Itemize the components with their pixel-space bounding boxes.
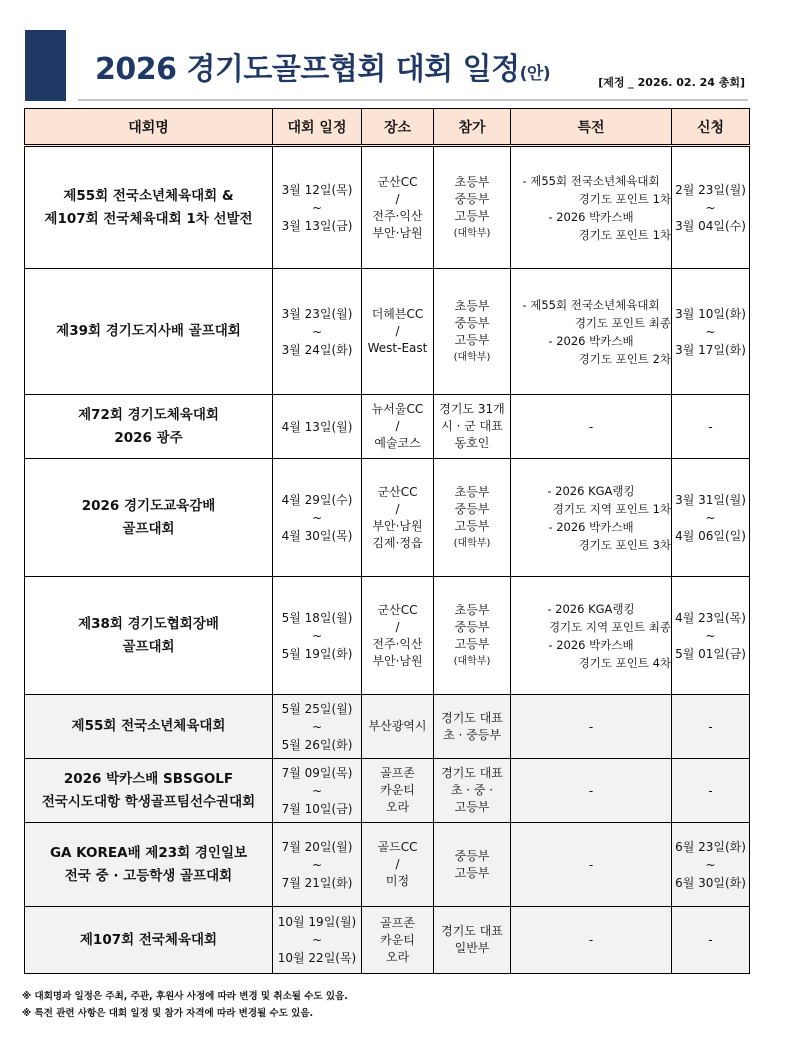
participation-cell: [434, 907, 511, 974]
venue-cell: [362, 459, 434, 577]
table-row: [25, 695, 750, 759]
venue-cell-line: 미정: [385, 874, 410, 888]
venue-cell-line: 골드CC: [377, 840, 418, 854]
venue-cell: [362, 269, 434, 395]
venue-cell: [362, 695, 434, 759]
event-date-cell-line: 7월 20일(월): [281, 839, 353, 854]
event-date-cell-line: 7월 21일(화): [281, 875, 353, 890]
event-date-cell-line: 5월 18일(월): [281, 610, 353, 625]
venue-cell: [362, 907, 434, 974]
event-name-cell: [25, 695, 273, 759]
venue-cell: [362, 146, 434, 269]
application-period-cell-line: 3월 10일(화): [675, 306, 746, 321]
header-cell-venue: 장소: [362, 109, 434, 146]
participation-cell-line: (대학부): [453, 351, 491, 363]
venue-cell-line: 부안·남원: [372, 653, 423, 668]
benefits-line: 경기도 포인트 1차: [578, 191, 671, 206]
benefits-line: - 2026 박카스배: [548, 519, 634, 534]
benefits-line: 경기도 지역 포인트 최종: [548, 619, 671, 634]
benefits-line: 경기도 포인트 1차: [578, 227, 671, 242]
venue-cell-line: 뉴서울CC: [371, 402, 424, 416]
enactment-note: [제정 _ 2026. 02. 24 총회]: [598, 76, 745, 89]
participation-cell: [434, 695, 511, 759]
event-name-cell-line: 제72회 경기도체육대회: [78, 406, 219, 423]
header-cell-name: 대회명: [25, 109, 273, 146]
benefits-line: - 제55회 전국소년체육대회: [522, 297, 660, 312]
participation-cell-line: 고등부: [454, 332, 490, 347]
venue-cell-line: 더헤븐CC: [371, 307, 424, 321]
venue-cell-line: 카운티: [380, 783, 415, 797]
participation-cell-line: 경기도 대표: [441, 924, 503, 938]
application-period-cell-line: -: [708, 719, 713, 734]
venue-cell-line: West-East: [367, 341, 428, 355]
header-cell-date: 대회 일정: [273, 109, 362, 146]
event-name-cell-line: GA KOREA배 제23회 경인일보: [49, 844, 248, 861]
venue-cell-line: 골프존: [380, 766, 415, 780]
table-row: [25, 759, 750, 823]
event-date-cell: [273, 269, 362, 395]
header-row: [25, 109, 750, 146]
event-date-cell-line: ~: [311, 719, 323, 734]
event-date-cell-line: ~: [311, 783, 323, 798]
application-period-cell-line: 3월 31일(월): [675, 492, 746, 507]
footnote: ※ 대회명과 일정은 주최, 주관, 후원사 사정에 따라 변경 및 취소될 수도 있음.: [22, 991, 348, 1002]
venue-cell-line: /: [395, 191, 400, 206]
event-name-cell: [25, 146, 273, 269]
event-date-cell-line: ~: [311, 933, 323, 947]
participation-cell-line: 고등부: [454, 208, 490, 223]
application-period-cell-line: 4월 23일(목): [675, 610, 746, 625]
event-name-cell-line: 2026 박카스배 SBSGOLF: [63, 770, 234, 787]
event-date-cell-line: 3월 12일(목): [281, 182, 353, 197]
event-date-cell-line: 7월 10일(금): [281, 801, 353, 816]
participation-cell-line: 경기도 31개: [439, 402, 505, 416]
event-date-cell-line: 5월 19일(화): [281, 646, 353, 661]
event-name-cell-line: 제39회 경기도지사배 골프대회: [56, 323, 241, 339]
participation-cell-line: 중등부: [454, 848, 490, 863]
title-main: 경기도골프협회 대회 일정: [176, 52, 520, 87]
event-date-cell-line: ~: [311, 857, 323, 872]
event-name-cell-line: 전국 중 · 고등학생 골프대회: [64, 867, 233, 884]
participation-cell-line: 고등부: [454, 800, 490, 814]
participation-cell-line: 시 · 군 대표: [441, 419, 503, 433]
title-accent-bar: [25, 30, 66, 101]
event-name-cell: [25, 577, 273, 695]
application-period-cell-line: ~: [705, 200, 716, 215]
event-date-cell: [273, 459, 362, 577]
event-name-cell-line: 제107회 전국체육대회 1차 선발전: [44, 210, 253, 227]
benefits-line: - 2026 KGA랭킹: [547, 601, 635, 616]
page-title: [95, 44, 550, 88]
application-period-cell-line: -: [708, 419, 713, 434]
benefits-line: 경기도 지역 포인트 1차: [552, 501, 671, 516]
benefits-dash: -: [588, 857, 594, 872]
application-period-cell: [672, 146, 750, 269]
participation-cell-line: (대학부): [453, 655, 491, 667]
event-date-cell-line: 4월 29일(수): [281, 492, 353, 507]
table-row: [25, 395, 750, 459]
title-suffix: (안): [519, 64, 551, 84]
table-row: [25, 269, 750, 395]
benefits-line: - 2026 박카스배: [548, 333, 634, 348]
benefits-line: 경기도 포인트 4차: [578, 655, 671, 670]
application-period-cell: [672, 459, 750, 577]
event-date-cell: [273, 695, 362, 759]
benefits-cell: [511, 459, 672, 577]
benefits-line: - 제55회 전국소년체육대회: [522, 173, 660, 188]
application-period-cell: [672, 577, 750, 695]
venue-cell-line: /: [395, 419, 400, 433]
benefits-line: - 2026 박카스배: [548, 209, 634, 224]
venue-cell-line: /: [395, 619, 400, 634]
title-year: 2026: [95, 52, 177, 87]
table-row: [25, 907, 750, 974]
participation-cell-line: 초등부: [454, 602, 490, 617]
venue-cell-line: /: [395, 324, 400, 338]
participation-cell-line: 고등부: [454, 518, 490, 533]
participation-cell-line: 고등부: [454, 636, 490, 651]
footnotes: [22, 988, 348, 1022]
participation-cell-line: 동호인: [454, 436, 490, 450]
benefits-dash: -: [588, 419, 594, 434]
event-date-cell-line: 4월 13일(월): [281, 419, 353, 434]
participation-cell: [434, 146, 511, 269]
application-period-cell: [672, 395, 750, 459]
event-date-cell: [273, 577, 362, 695]
event-name-cell-line: 제55회 전국소년체육대회: [71, 718, 226, 734]
venue-cell: [362, 577, 434, 695]
venue-cell-line: /: [395, 501, 400, 516]
table-row: [25, 459, 750, 577]
event-name-cell-line: 제107회 전국체육대회: [79, 931, 218, 948]
event-name-cell-line: 제55회 전국소년체육대회 &: [63, 187, 234, 204]
event-date-cell-line: 5월 26일(화): [281, 737, 353, 752]
participation-cell-line: 경기도 대표: [441, 710, 503, 725]
event-name-cell: [25, 269, 273, 395]
benefits-cell: [511, 695, 672, 759]
venue-cell-line: /: [395, 857, 400, 871]
footnote: ※ 특전 관련 사항은 대회 일정 및 참가 자격에 따라 변경될 수도 있음.: [22, 1008, 314, 1019]
event-date-cell-line: 4월 30일(목): [281, 528, 353, 543]
event-name-cell: [25, 459, 273, 577]
header-cell-benefits: 특전: [511, 109, 672, 146]
benefits-dash: -: [588, 783, 594, 798]
venue-cell-line: 군산CC: [377, 602, 418, 617]
application-period-cell-line: 4월 06일(일): [675, 528, 746, 543]
venue-cell-line: 군산CC: [377, 174, 418, 189]
application-period-cell-line: -: [708, 933, 713, 947]
table-row: [25, 146, 750, 269]
participation-cell-line: (대학부): [453, 537, 491, 549]
event-date-cell: [273, 823, 362, 907]
application-period-cell-line: ~: [705, 857, 716, 872]
event-name-cell: [25, 759, 273, 823]
venue-cell-line: 부안·남원: [372, 518, 423, 533]
venue-cell-line: 김제·정읍: [372, 535, 423, 550]
venue-cell-line: 전주·익산: [372, 636, 423, 651]
event-date-cell-line: ~: [311, 628, 323, 643]
benefits-cell: [511, 823, 672, 907]
event-name-cell-line: 제38회 경기도협회장배: [78, 615, 219, 632]
event-date-cell-line: ~: [311, 324, 323, 339]
participation-cell-line: 중등부: [454, 501, 490, 516]
application-period-cell-line: ~: [705, 324, 716, 339]
application-period-cell-line: ~: [705, 628, 716, 643]
venue-cell: [362, 395, 434, 459]
venue-cell-line: 카운티: [380, 932, 415, 947]
venue-cell-line: 부안·남원: [372, 225, 423, 240]
event-date-cell-line: 10월 22일(목): [277, 951, 357, 965]
participation-cell-line: 중등부: [454, 191, 490, 206]
application-period-cell-line: 3월 17일(화): [675, 342, 746, 357]
application-period-cell: [672, 759, 750, 823]
benefits-line: - 2026 KGA랭킹: [547, 483, 635, 498]
event-date-cell-line: 7월 09일(목): [281, 765, 353, 780]
participation-cell: [434, 459, 511, 577]
benefits-line: 경기도 포인트 2차: [578, 351, 671, 366]
schedule-table: [24, 108, 750, 974]
header-cell-application: 신청: [672, 109, 750, 146]
benefits-line: 경기도 포인트 3차: [578, 537, 671, 552]
participation-cell-line: 중등부: [454, 315, 490, 330]
benefits-dash: -: [588, 933, 594, 947]
event-date-cell-line: 3월 13일(금): [281, 218, 353, 233]
event-name-cell-line: 전국시도대항 학생골프팀선수권대회: [41, 793, 256, 810]
event-date-cell-line: 10월 19일(월): [277, 915, 357, 929]
participation-cell-line: 일반부: [454, 941, 490, 955]
participation-cell-line: 중등부: [454, 619, 490, 634]
event-date-cell-line: ~: [311, 510, 323, 525]
benefits-cell: [511, 146, 672, 269]
venue-cell: [362, 759, 434, 823]
application-period-cell: [672, 695, 750, 759]
benefits-cell: [511, 907, 672, 974]
venue-cell-line: 오라: [385, 800, 410, 814]
participation-cell-line: 고등부: [454, 865, 490, 880]
venue-cell: [362, 823, 434, 907]
participation-cell-line: 초등부: [454, 298, 490, 313]
benefits-cell: [511, 269, 672, 395]
participation-cell-line: 초 · 중등부: [443, 727, 501, 742]
application-period-cell-line: 5월 01일(금): [675, 646, 746, 661]
benefits-dash: -: [588, 719, 594, 734]
event-date-cell: [273, 395, 362, 459]
venue-cell-line: 전주·익산: [372, 208, 423, 223]
event-date-cell: [273, 907, 362, 974]
table-row: [25, 823, 750, 907]
participation-cell-line: 경기도 대표: [441, 766, 503, 780]
participation-cell: [434, 395, 511, 459]
event-name-cell-line: 골프대회: [122, 520, 175, 537]
participation-cell: [434, 823, 511, 907]
benefits-line: 경기도 포인트 최종: [574, 315, 671, 330]
event-date-cell: [273, 146, 362, 269]
participation-cell-line: 초등부: [454, 484, 490, 499]
header-cell-participation: 참가: [434, 109, 511, 146]
event-name-cell-line: 2026 경기도교육감배: [81, 497, 216, 514]
event-name-cell-line: 골프대회: [122, 638, 175, 655]
participation-cell-line: 초 · 중 ·: [450, 783, 494, 797]
venue-cell-line: 군산CC: [377, 484, 418, 499]
application-period-cell: [672, 269, 750, 395]
application-period-cell-line: -: [708, 783, 713, 798]
event-date-cell-line: ~: [311, 200, 323, 215]
event-date-cell-line: 3월 23일(월): [281, 306, 353, 321]
venue-cell-line: 오라: [385, 949, 410, 964]
venue-cell-line: 예술코스: [374, 436, 421, 450]
application-period-cell: [672, 823, 750, 907]
application-period-cell-line: ~: [705, 510, 716, 525]
benefits-cell: [511, 395, 672, 459]
benefits-line: - 2026 박카스배: [548, 637, 634, 652]
participation-cell: [434, 577, 511, 695]
participation-cell: [434, 269, 511, 395]
participation-cell-line: (대학부): [453, 227, 491, 239]
title-underline: [78, 99, 748, 101]
application-period-cell-line: 3월 04일(수): [675, 218, 746, 233]
application-period-cell-line: 6월 30일(화): [675, 875, 746, 890]
venue-cell-line: 부산광역시: [368, 719, 427, 733]
benefits-cell: [511, 759, 672, 823]
application-period-cell: [672, 907, 750, 974]
event-date-cell-line: 3월 24일(화): [281, 342, 353, 357]
participation-cell-line: 초등부: [454, 174, 490, 189]
event-date-cell-line: 5월 25일(월): [281, 701, 353, 716]
application-period-cell-line: 6월 23일(화): [675, 839, 746, 854]
event-name-cell-line: 2026 광주: [114, 429, 183, 446]
event-name-cell: [25, 907, 273, 974]
table-row: [25, 577, 750, 695]
participation-cell: [434, 759, 511, 823]
application-period-cell-line: 2월 23일(월): [675, 182, 746, 197]
benefits-cell: [511, 577, 672, 695]
venue-cell-line: 골프존: [380, 915, 415, 930]
event-name-cell: [25, 823, 273, 907]
event-date-cell: [273, 759, 362, 823]
event-name-cell: [25, 395, 273, 459]
